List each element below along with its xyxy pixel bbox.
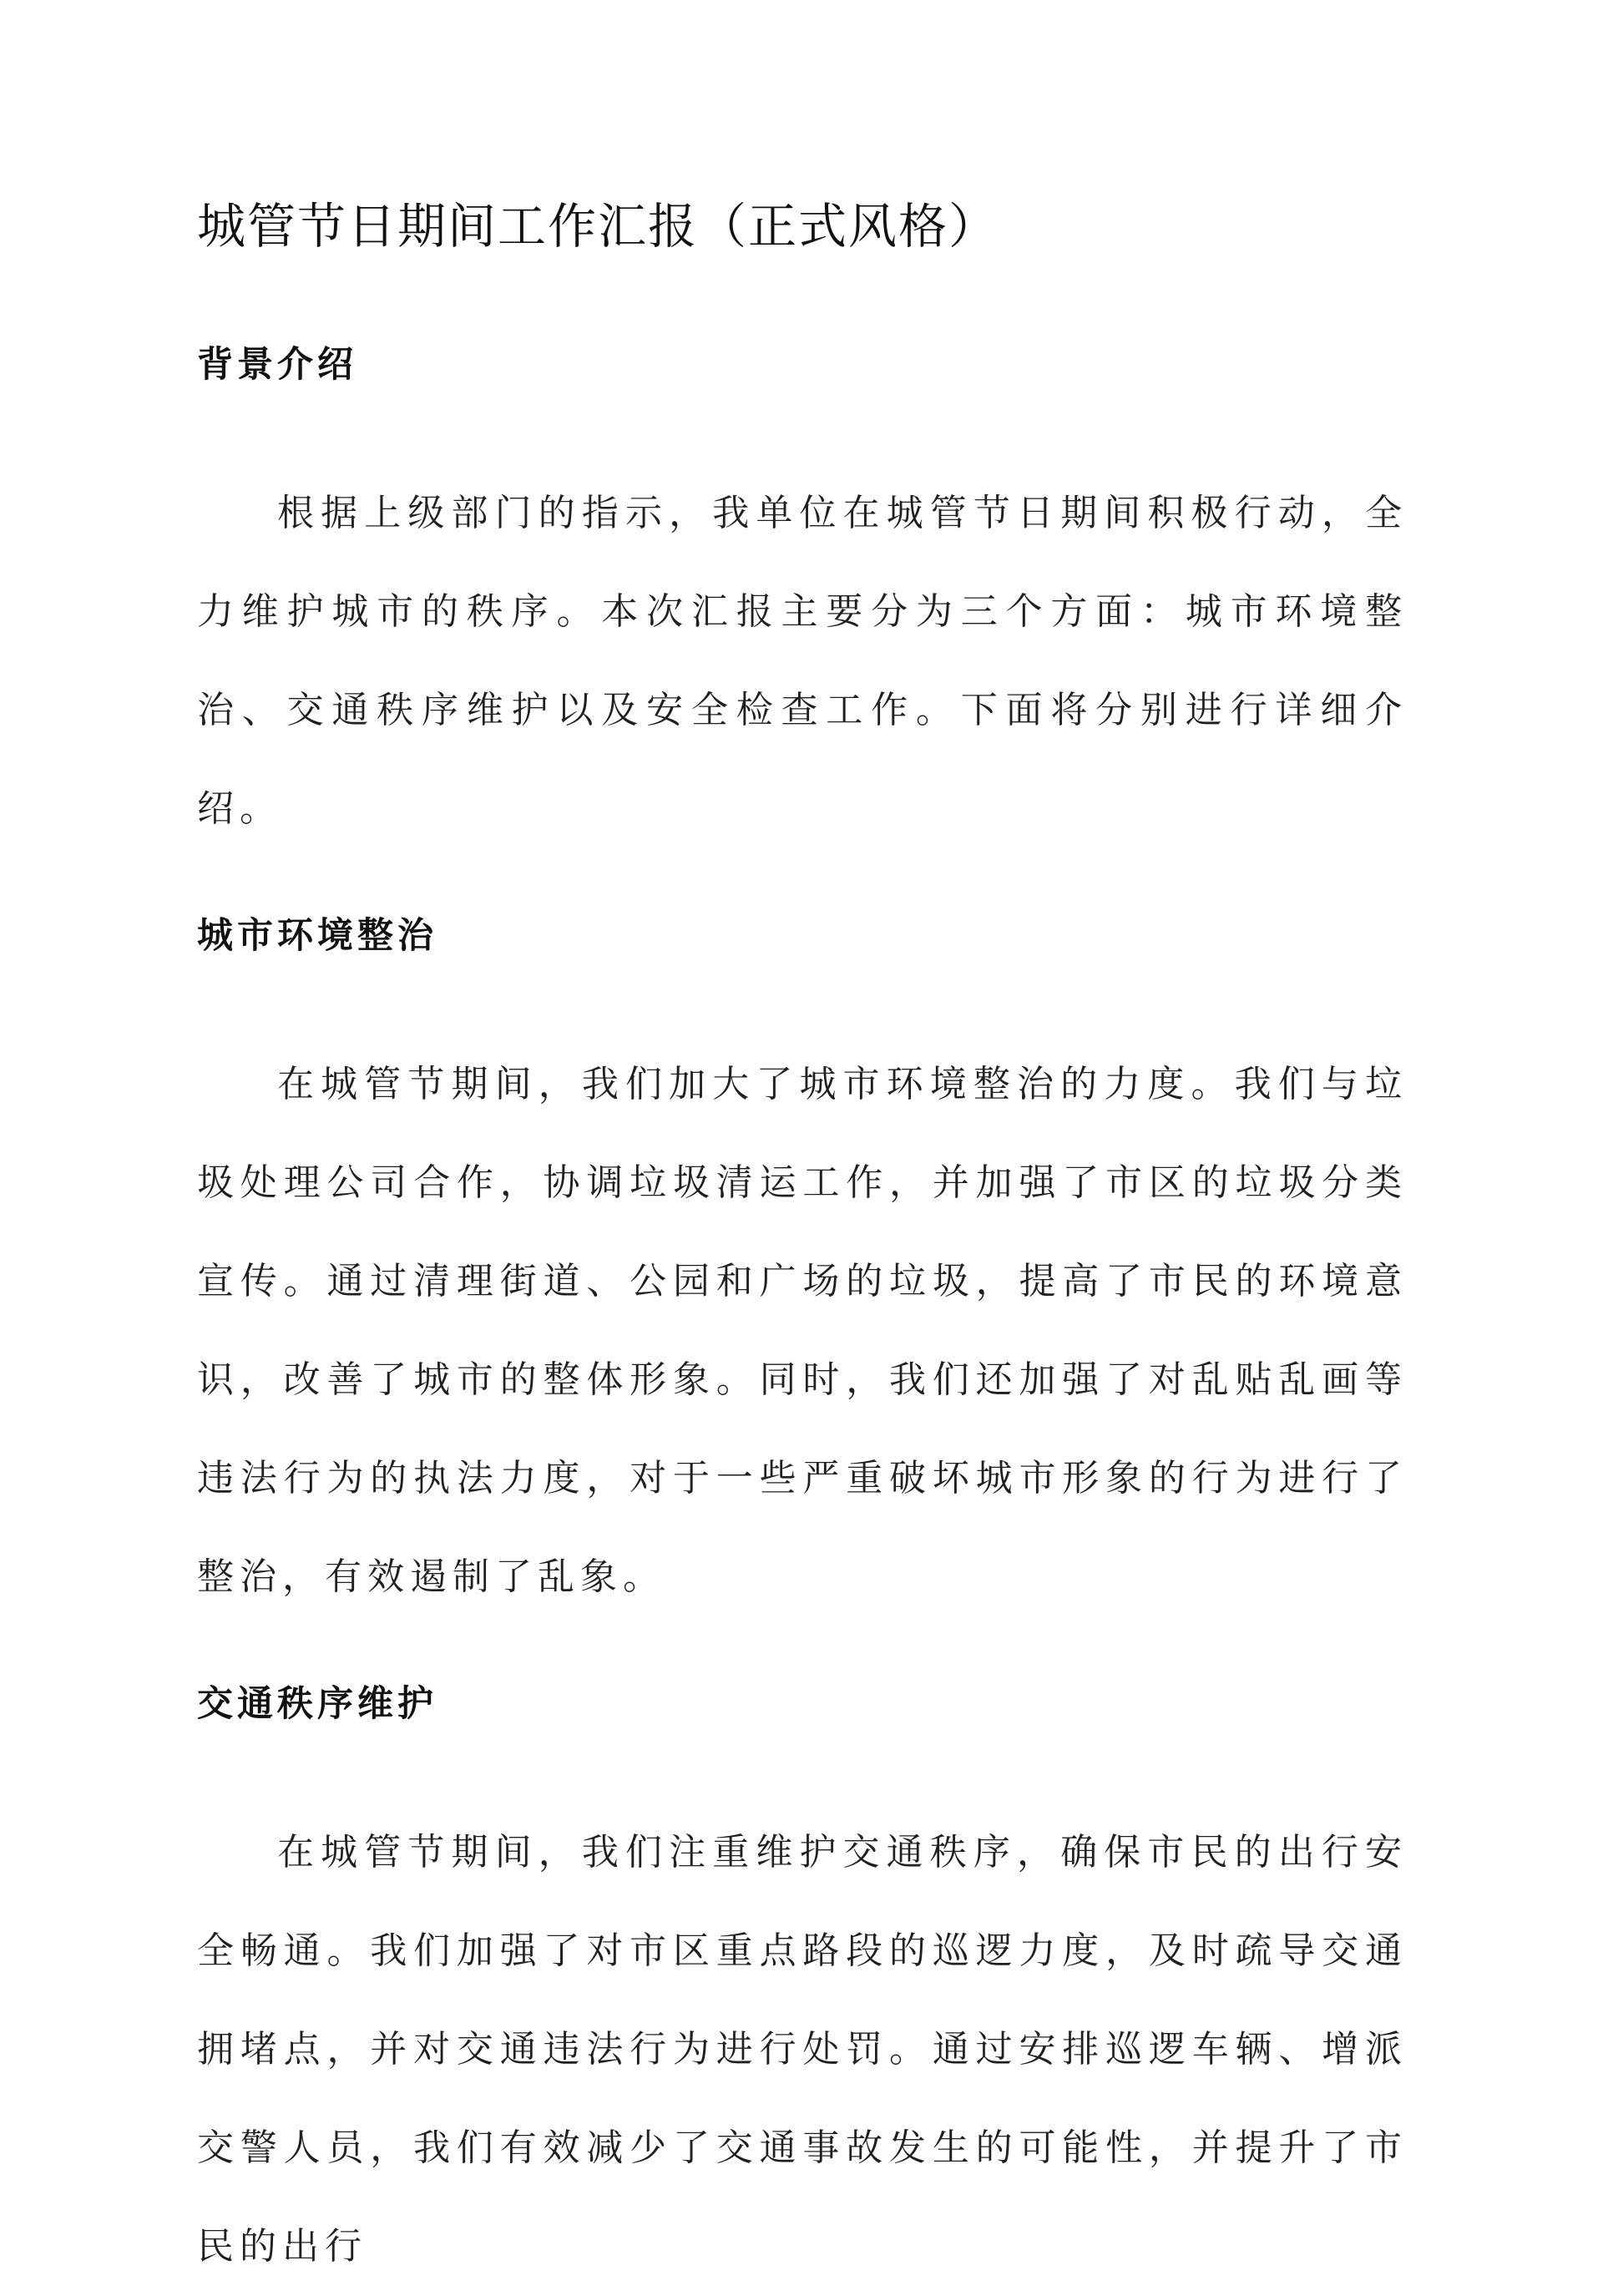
- spacer: [197, 394, 1408, 464]
- spacer: [197, 858, 1408, 907]
- spacer: [197, 1733, 1408, 1803]
- section-paragraph-environment: 在城管节期间，我们加大了城市环境整治的力度。我们与垃圾处理公司合作，协调垃圾清运工作，并加强了市区的垃圾分类宣传。通过清理街道、公园和广场的垃圾，提高了市民的环境意识，改善了城市的整体形象。同时，我们还加强了对乱贴乱画等违法行为的执法力度，对于一些严重破坏城市形象的行为进行了整治，有效遏制了乱象。: [197, 1063, 1408, 1598]
- section-paragraph-traffic: 在城管节期间，我们注重维护交通秩序，确保市民的出行安全畅通。我们加强了对市区重点路段的巡逻力度，及时疏导交通拥堵点，并对交通违法行为进行处罚。通过安排巡逻车辆、增派交警人员，我们有效减少了交通事故发生的可能性，并提升了市民的出行: [197, 1831, 1408, 2268]
- section-traffic: [197, 1675, 1408, 2296]
- section-background: [197, 336, 1408, 858]
- section-paragraph-background: 根据上级部门的指示，我单位在城管节日期间积极行动，全力维护城市的秩序。本次汇报主要分为三个方面：城市环境整治、交通秩序维护以及安全检查工作。下面将分别进行详细介绍。: [197, 492, 1408, 830]
- document-content: [197, 189, 1408, 2296]
- section-environment: [197, 907, 1408, 1626]
- spacer: [197, 965, 1408, 1035]
- document-title: 城管节日期间工作汇报（正式风格）: [197, 198, 999, 255]
- title-block: [197, 189, 1408, 336]
- section-heading-environment: 城市环境整治: [197, 915, 437, 957]
- spacer: [197, 1626, 1408, 1675]
- section-heading-traffic: 交通秩序维护: [197, 1683, 437, 1725]
- section-heading-background: 背景介绍: [197, 344, 357, 386]
